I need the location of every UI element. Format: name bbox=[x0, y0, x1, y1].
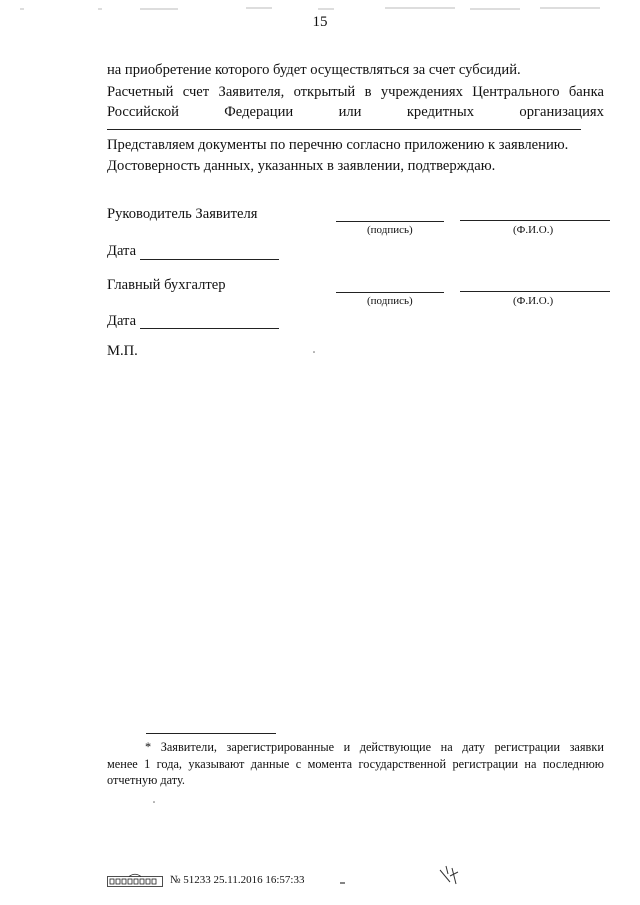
page-number: 15 bbox=[312, 14, 328, 30]
accountant-label: Главный бухгалтер bbox=[107, 277, 226, 293]
word: Центрального bbox=[472, 84, 560, 100]
footnote-line-3: отчетную дату. bbox=[107, 773, 185, 788]
word: учреждениях bbox=[380, 84, 463, 100]
scan-speck bbox=[340, 881, 346, 885]
word: и bbox=[343, 740, 351, 754]
bank-account-blank-line bbox=[107, 129, 581, 130]
word: зарегистрированные bbox=[226, 740, 335, 754]
accountant-signature-caption: (подпись) bbox=[367, 295, 413, 307]
word: 1 bbox=[144, 756, 151, 771]
body-line-5: Достоверность данных, указанных в заявлении, подтверждаю. bbox=[107, 158, 496, 174]
word: менее bbox=[107, 756, 138, 771]
accountant-date-line bbox=[140, 328, 279, 329]
body-line-1: на приобретение которого будет осуществляться за счет субсидий. bbox=[107, 62, 521, 78]
registry-stamp-text: № 51233 25.11.2016 16:57:33 bbox=[170, 874, 305, 886]
word: или bbox=[338, 104, 362, 120]
seal-label: М.П. bbox=[107, 343, 138, 359]
word: года, bbox=[156, 756, 182, 771]
scan-speck bbox=[312, 350, 316, 354]
word: открытый bbox=[293, 84, 356, 100]
accountant-date-label: Дата bbox=[107, 313, 137, 329]
word: последнюю bbox=[542, 756, 604, 771]
body-line-3 bbox=[107, 104, 604, 121]
scan-artifact-top bbox=[0, 0, 640, 12]
head-label: Руководитель Заявителя bbox=[107, 206, 258, 222]
word: Заявители, bbox=[160, 740, 217, 754]
accountant-signature-line bbox=[336, 292, 444, 293]
word: банка bbox=[568, 84, 604, 100]
head-signature-line bbox=[336, 221, 444, 222]
word: данные bbox=[250, 756, 290, 771]
word: регистрации bbox=[452, 756, 519, 771]
handwritten-mark-icon bbox=[438, 862, 460, 888]
head-signature-caption: (подпись) bbox=[367, 224, 413, 236]
footnote-line-2 bbox=[107, 756, 604, 773]
scan-speck bbox=[152, 800, 156, 804]
word: кредитных bbox=[406, 104, 475, 120]
accountant-name-line bbox=[460, 291, 610, 292]
word: Российской bbox=[107, 104, 179, 120]
word: указывают bbox=[188, 756, 245, 771]
head-date-line bbox=[140, 259, 279, 260]
word: Расчетный bbox=[107, 84, 174, 100]
word: с bbox=[295, 756, 302, 771]
word: * bbox=[145, 740, 152, 754]
footnote bbox=[107, 739, 604, 789]
word: счет bbox=[182, 84, 210, 100]
word: на bbox=[524, 756, 537, 771]
word: Заявителя, bbox=[218, 84, 285, 100]
word: действующие bbox=[359, 740, 432, 754]
registry-stamp-icon bbox=[107, 873, 163, 887]
word: заявки bbox=[569, 740, 604, 754]
word: Федерации bbox=[224, 104, 294, 120]
word: государственной bbox=[358, 756, 447, 771]
word: момента bbox=[307, 756, 353, 771]
word: регистрации bbox=[494, 740, 561, 754]
accountant-name-caption: (Ф.И.О.) bbox=[513, 295, 554, 307]
head-date-label: Дата bbox=[107, 243, 137, 259]
footnote-separator bbox=[146, 733, 276, 734]
word: в bbox=[364, 84, 372, 100]
word: организациях bbox=[519, 104, 604, 120]
word: на bbox=[440, 740, 453, 754]
body-line-4: Представляем документы по перечню согласно приложению к заявлению. bbox=[107, 137, 569, 153]
body-line-2 bbox=[107, 84, 604, 101]
word: дату bbox=[462, 740, 485, 754]
head-name-line bbox=[460, 220, 610, 221]
footnote-line-1 bbox=[107, 739, 604, 756]
head-name-caption: (Ф.И.О.) bbox=[513, 224, 554, 236]
